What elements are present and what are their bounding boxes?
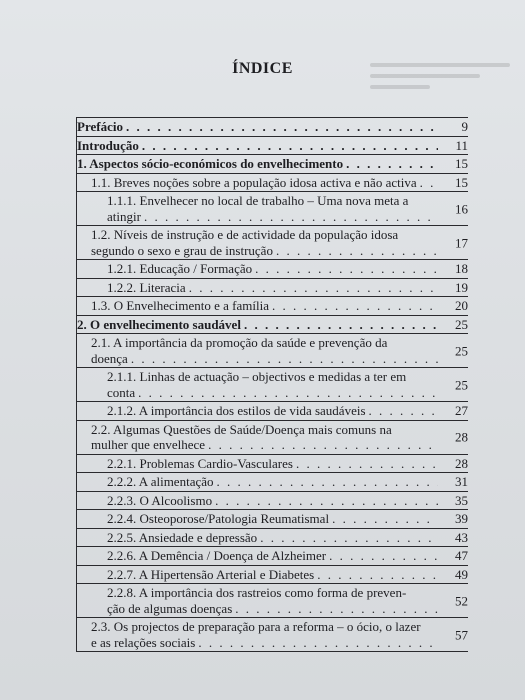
- dot-leader: [346, 156, 438, 172]
- dot-leader: [217, 474, 438, 490]
- dot-leader: [369, 403, 438, 419]
- toc-entry-title: 2.2.3. O Alcoolismo: [107, 492, 213, 508]
- toc-entry-title: Prefácio: [77, 119, 123, 134]
- toc-entry: [76, 583, 468, 617]
- toc-entry-title: 2.2.5. Ansiedade e depressão: [107, 529, 258, 545]
- toc-entry-title: 2.2.8. A importância dos rastreios como forma de preven-: [107, 585, 407, 600]
- toc-entry-title: 2.2. Algumas Questões de Saúde/Doença mais comuns na: [91, 421, 392, 437]
- toc-entry: [76, 472, 468, 491]
- toc-entry-title: 2.2.4. Osteoporose/Patologia Reumatismal: [107, 511, 330, 526]
- toc-entry-title: 1. Aspectos sócio-económicos do envelhecimento: [77, 156, 344, 171]
- dot-leader: [138, 385, 438, 401]
- toc-entry: [76, 491, 468, 510]
- toc-entry-title: conta: [107, 384, 136, 400]
- toc-entry: [76, 173, 468, 192]
- toc-page-number: 28: [455, 455, 468, 471]
- toc-entry: [76, 259, 468, 278]
- toc-page-number: 25: [455, 342, 468, 358]
- toc-entry: [76, 191, 468, 225]
- toc-page-number: 39: [455, 511, 468, 526]
- toc-entry-title: 2.1.2. A importância dos estilos de vida saudáveis: [107, 403, 366, 418]
- toc-entry: [76, 154, 468, 173]
- toc-page-number: 15: [455, 156, 468, 171]
- toc-entry-title: 1.2. Níveis de instrução e de actividade da população idosa: [91, 227, 399, 242]
- dot-leader: [255, 261, 438, 277]
- table-of-contents: [76, 117, 468, 652]
- toc-page-number: 35: [455, 492, 468, 508]
- toc-page-number: 16: [455, 200, 468, 216]
- toc-entry-title: atingir: [107, 208, 141, 224]
- toc-page-number: 25: [455, 376, 468, 392]
- toc-entry-title: ção de algumas doenças: [107, 600, 233, 616]
- toc-page-number: 9: [461, 119, 468, 134]
- dot-leader: [126, 119, 438, 135]
- toc-entry-title: e as relações sociais: [91, 634, 196, 650]
- toc-entry: [76, 565, 468, 584]
- toc-entry-title: 1.3. O Envelhecimento e a família: [91, 298, 269, 313]
- dot-leader: [144, 209, 438, 225]
- toc-page-number: 19: [455, 279, 468, 295]
- dot-leader: [420, 175, 438, 191]
- toc-entry-title: 2.1. A importância da promoção da saúde e prevenção da: [91, 335, 388, 350]
- toc-entry-title: mulher que envelhece: [91, 437, 206, 452]
- page-title: ÍNDICE: [232, 60, 293, 77]
- dot-leader: [272, 298, 438, 314]
- toc-entry: [76, 401, 468, 420]
- toc-entry: [76, 117, 468, 136]
- toc-entry: [76, 420, 468, 454]
- toc-page-number: 28: [455, 429, 468, 445]
- toc-entry-title: 1.1. Breves noções sobre a população idosa activa e não activa: [91, 174, 417, 190]
- toc-entry: [76, 617, 468, 652]
- toc-page-number: 25: [455, 316, 468, 332]
- toc-entry-title: 2.2.7. A Hipertensão Arterial e Diabetes: [107, 566, 315, 582]
- dot-leader: [189, 280, 438, 296]
- toc-entry-title: segundo o sexo e grau de instrução: [91, 242, 273, 258]
- toc-page-number: 11: [455, 137, 468, 153]
- toc-entry: [76, 367, 468, 401]
- toc-entry-title: 2.3. Os projectos de preparação para a reforma – o ócio, o lazer: [91, 619, 421, 634]
- toc-page-number: 31: [455, 474, 468, 489]
- toc-entry-title: 2.1.1. Linhas de actuação – objectivos e medidas a ter em: [107, 369, 407, 384]
- dot-leader: [215, 493, 438, 509]
- dot-leader: [276, 243, 438, 259]
- toc-entry-title: 2.2.1. Problemas Cardio-Vasculares: [107, 455, 293, 471]
- toc-page-number: 27: [455, 403, 468, 418]
- toc-entry-title: 1.1.1. Envelhecer no local de trabalho – Uma nova meta a: [107, 193, 409, 208]
- toc-page-number: 18: [455, 261, 468, 276]
- toc-entry-title: 2.2.2. A alimentação: [107, 474, 214, 489]
- toc-entry-title: 2. O envelhecimento saudável: [77, 316, 241, 332]
- toc-entry: [76, 136, 468, 155]
- toc-page-number: 17: [455, 234, 468, 250]
- toc-page-number: 57: [455, 626, 468, 642]
- toc-page-number: 49: [455, 566, 468, 582]
- toc-page-number: 52: [455, 592, 468, 608]
- toc-entry: [76, 296, 468, 315]
- dot-leader: [142, 138, 438, 154]
- dot-leader: [329, 548, 438, 564]
- toc-entry: [76, 225, 468, 259]
- dot-leader: [296, 456, 438, 472]
- toc-entry-title: 2.2.6. A Demência / Doença de Alzheimer: [107, 548, 327, 563]
- toc-entry: [76, 315, 468, 334]
- toc-entry: [76, 333, 468, 367]
- dot-leader: [208, 437, 438, 453]
- toc-entry-title: doença: [91, 350, 128, 366]
- toc-entry-title: 1.2.2. Literacia: [107, 279, 186, 295]
- toc-page-number: 15: [455, 174, 468, 190]
- toc-page-number: 43: [455, 529, 468, 545]
- toc-entry: [76, 528, 468, 547]
- dot-leader: [244, 317, 438, 333]
- toc-entry: [76, 546, 468, 565]
- dot-leader: [131, 351, 438, 367]
- toc-entry-title: 1.2.1. Educação / Formação: [107, 261, 253, 276]
- toc-entry: [76, 454, 468, 473]
- dot-leader: [317, 567, 438, 583]
- toc-entry-title: Introdução: [77, 137, 139, 153]
- toc-page-number: 20: [455, 298, 468, 313]
- dot-leader: [235, 601, 438, 617]
- dot-leader: [198, 635, 438, 651]
- dot-leader: [332, 511, 438, 527]
- toc-entry: [76, 278, 468, 297]
- dot-leader: [260, 530, 438, 546]
- toc-page-number: 47: [455, 548, 468, 563]
- toc-entry: [76, 509, 468, 528]
